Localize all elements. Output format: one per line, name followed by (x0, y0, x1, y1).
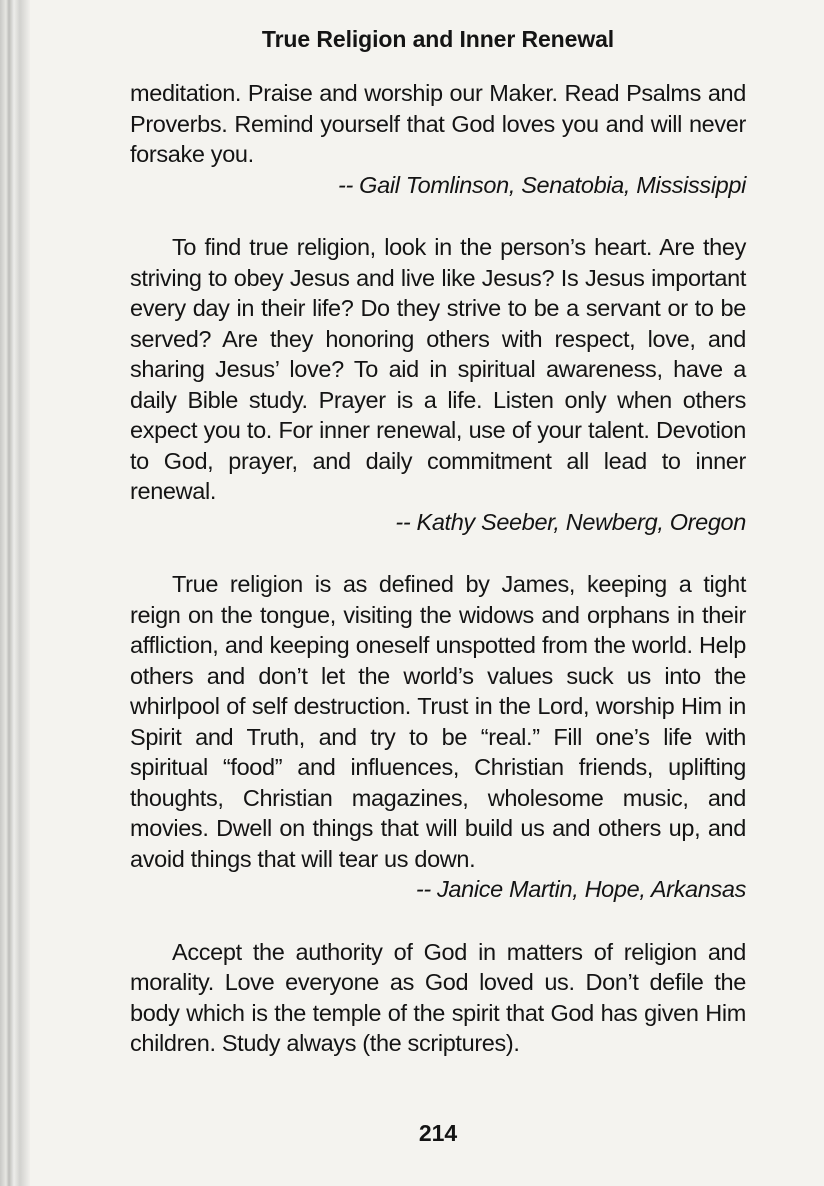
page-number: 214 (418, 1120, 458, 1146)
paragraph-2: To find true religion, look in the person’s heart. Are they striving to obey Jesus and live like Jesus? Is Jesus important every day in their life? Do they strive to be a servant or to be served? Are they honoring others with respect, love, and sharing Jesus’ love? To aid in spiritual awareness, have a daily Bible study. Prayer is a life. Listen only when others expect you to. For inner renewal, use of your talent. Devotion to God, prayer, and daily commitment all lead to inner renewal. (130, 234, 746, 504)
paragraph-gap (130, 200, 746, 232)
paragraph-1: meditation. Praise and worship our Maker. Read Psalms and Proverbs. Remind yourself that God loves you and will never forsake you. (130, 80, 746, 167)
running-head-title: True Religion and Inner Renewal (261, 26, 615, 52)
signature-3: -- Janice Martin, Hope, Arkansas (415, 876, 746, 902)
page-binding-edge (0, 0, 30, 1186)
paragraph-4: Accept the authority of God in matters of religion and morality. Love everyone as God loved us. Don’t defile the body which is the temple of the spirit that God has given Him children. Study always (the scriptures). (130, 938, 746, 1056)
paragraph-gap (130, 537, 746, 569)
signature-2: -- Kathy Seeber, Newberg, Oregon (395, 508, 746, 535)
paragraph-gap (130, 905, 746, 937)
page-body (130, 78, 746, 1059)
paragraph-3: True religion is as defined by James, keeping a tight reign on the tongue, visiting the widows and orphans in their affliction, and keeping oneself unspotted from the world. Help others and don’t let the world’s values suck us into the whirlpool of self destruction. Trust in the Lord, worship Him in Spirit and Truth, and try to be “real.” Fill one’s life with spiritual “food” and influences, Christian friends, uplifting thoughts, Christian magazines, wholesome music, and movies. Dwell on things that will build us and others up, and avoid things that will tear us down. (130, 571, 746, 872)
signature-1: -- Gail Tomlinson, Senatobia, Mississippi (338, 171, 746, 198)
